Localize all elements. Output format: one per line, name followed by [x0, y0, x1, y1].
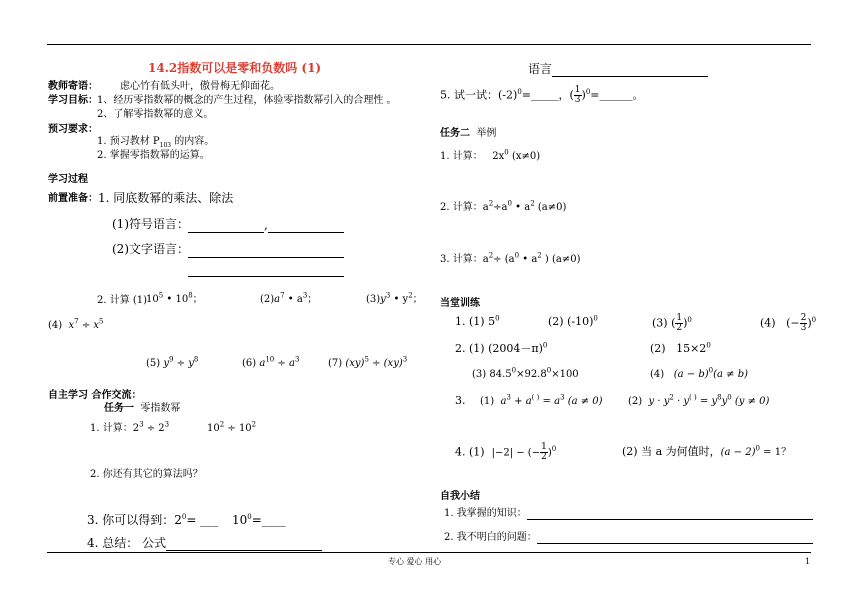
try-2-open: (	[569, 88, 574, 102]
practice-3-1-mid: + a	[510, 396, 532, 407]
word-language-label: (2)文字语言：	[112, 242, 189, 256]
calc2-item-4-num: (4)	[48, 320, 63, 331]
practice-1-4-frac-den: 3	[800, 323, 807, 333]
task1-get-text: 3. 你可以得到：2	[87, 513, 182, 527]
practice-1-4-open: (−	[786, 316, 800, 330]
practice-2-1-text: 2. (1) (2004－π)	[455, 342, 543, 355]
symbol-language-answer[interactable]	[188, 218, 344, 233]
word-language-answer-1[interactable]	[188, 243, 344, 258]
language-label: 语言	[528, 62, 553, 76]
practice-2-3-exp1: 0	[511, 366, 517, 375]
task1-calc-2	[207, 420, 257, 435]
task1-get-2-exp: 0	[247, 513, 252, 521]
practice-1-1-exp: 0	[495, 314, 500, 323]
try-1-exp: 0	[517, 87, 522, 96]
calc2-item-5-base: y	[163, 358, 170, 369]
practice-3-1-exp2: ( )	[531, 393, 540, 402]
symbol-comma: ,	[264, 218, 268, 232]
try-2-num: 1	[574, 85, 581, 95]
practice-2-3-end: ×100	[551, 369, 579, 380]
calc2-item-6-base: a	[259, 358, 266, 369]
practice-2-4-expr: (a − b)	[673, 369, 709, 380]
example-3-mid: ÷ (a	[493, 254, 515, 265]
calc2-item-5-mid: ÷ y	[173, 358, 194, 369]
practice-1-3-close: )	[683, 316, 688, 330]
practice-3-2-mid: · y	[673, 396, 690, 407]
task1-get-2-base: 10	[232, 513, 248, 527]
task1-label: 任务一	[104, 403, 134, 414]
practice-4-1-frac-den: 2	[541, 452, 547, 462]
example-2	[440, 199, 567, 214]
example-1-cond: (x≠0)	[508, 151, 541, 162]
practice-3-1-base: a	[500, 396, 507, 407]
practice-3-2-exp4: 0	[727, 393, 732, 402]
try-2-exp: 0	[585, 87, 591, 96]
task2-heading	[440, 128, 496, 140]
calc2-item-3-end: ；	[412, 294, 423, 305]
task1-calc-2-mid: ÷ 10	[224, 423, 252, 434]
task1-summary-blank[interactable]	[166, 536, 322, 551]
example-2-cond: (a≠0)	[534, 202, 567, 213]
example-1-exp: 0	[504, 148, 509, 157]
calc2-item-4-mid: ÷ x	[78, 320, 100, 331]
example-3-cond: (a≠0)	[548, 254, 581, 265]
practice-4-1-frac-num: 1	[541, 442, 547, 452]
practice-3-label: 3.	[455, 394, 466, 407]
practice-2-4-cond: (a ≠ b)	[713, 369, 748, 380]
practice-1-1-text: 1. (1) 5	[455, 315, 496, 328]
practice-3-2-exp3: 8	[717, 393, 722, 402]
practice-1-2-exp: 0	[593, 314, 598, 323]
practice-3-2-exp2: ( )	[689, 393, 697, 402]
calc2-item-7	[328, 355, 408, 370]
practice-2-4-exp: 0	[708, 366, 714, 375]
practice-3-1-mid2: = a	[539, 396, 561, 407]
preview-label: 预习要求：	[48, 124, 98, 135]
calc2-item-5-exp1: 9	[169, 355, 174, 364]
calc2-item-2-mid: • a	[284, 294, 303, 305]
calc2-item-1-exp1: 5	[158, 291, 164, 300]
goals-label: 学习目标：	[48, 95, 98, 106]
practice-3-2-base: y · y	[648, 396, 670, 407]
task1-title: 零指数幂	[140, 403, 181, 414]
task1-get-2-eq: =____	[251, 513, 286, 527]
calc2-item-3-exp1: 3	[385, 291, 391, 300]
calc2-item-5	[146, 355, 199, 370]
practice-2-2	[650, 343, 711, 356]
calc2-item-1-exp2: 8	[188, 291, 193, 300]
practice-1-2	[548, 316, 598, 329]
try-2-eq: =______。	[590, 88, 644, 102]
calc2-item-7-exp1: 5	[364, 355, 369, 364]
try-2-fraction	[574, 86, 582, 105]
practice-4-1-fraction	[540, 443, 548, 462]
task1-calc-2-exp1: 2	[219, 420, 225, 429]
calc2-item-7-base: (xy)	[345, 358, 365, 369]
language-blank[interactable]	[552, 62, 708, 77]
preview-1	[97, 136, 214, 150]
calc2-item-2-num: (2)	[260, 294, 275, 305]
teacher-message-label: 教师寄语：	[48, 81, 98, 92]
practice-3-2-num: (2)	[628, 396, 643, 407]
example-3	[440, 251, 581, 266]
task1-summary-text: 4. 总结： 公式	[87, 536, 167, 550]
task1-get-2	[232, 514, 286, 528]
practice-3-2-cond: (y ≠ 0)	[731, 396, 770, 407]
calc2-item-1-mid: • 10	[163, 294, 189, 305]
preview-1-text: 1. 预习教材 P	[97, 136, 160, 147]
try-1: (-2)	[498, 88, 518, 102]
practice-2-3	[472, 366, 579, 381]
practice-1-3-fraction	[675, 314, 683, 333]
practice-3-2-mid2: = y	[696, 396, 718, 407]
word-language-answer-2[interactable]	[188, 262, 344, 277]
summary-1	[444, 507, 813, 520]
calc2-item-2-end: ；	[307, 294, 318, 305]
practice-4-1-expr: |−2| − (−	[491, 447, 541, 459]
task1-calc-1-exp2: 3	[164, 420, 170, 429]
practice-1-4-frac-num: 2	[800, 313, 807, 323]
calc2-item-7-mid: ÷ (xy)	[368, 358, 403, 369]
example-2-exp3: 2	[530, 199, 535, 208]
goal-2: 2、了解零指数幂的意义。	[97, 109, 214, 120]
summary-1-blank[interactable]	[527, 507, 813, 520]
self-study-label: 自主学习 合作交流：	[48, 390, 142, 401]
calc2-item-2-base: a	[274, 294, 281, 305]
try-1-eq: =_____，	[521, 88, 570, 102]
task1-calc-2-base: 10	[207, 423, 220, 434]
try-row	[440, 86, 644, 105]
practice-2-3-text: (3) 84.5	[472, 369, 512, 380]
calc2-item-3	[366, 291, 423, 306]
summary-2	[444, 531, 813, 544]
calc2-item-1-end: ；	[192, 294, 203, 305]
footer-page-number: 1	[805, 557, 811, 566]
example-3-mid2: • a	[519, 254, 538, 265]
practice-3-2	[628, 393, 770, 408]
practice-1-4-close: )	[807, 316, 812, 330]
task1-calc-1	[90, 420, 170, 435]
practice-3-1	[480, 393, 603, 408]
example-1	[440, 148, 541, 163]
practice-4-2-text: (2) 当 a 为何值时，	[622, 445, 721, 458]
page-title: 14.2指数可以是零和负数吗 (1)	[148, 61, 322, 75]
calc2-item-1	[146, 291, 203, 306]
summary-2-label: 2. 我不明白的问题：	[444, 532, 537, 543]
practice-2-3-mid: ×92.8	[516, 369, 547, 380]
calc2-item-3-mid: • y	[390, 294, 409, 305]
example-2-label: 2. 计算：	[440, 202, 483, 213]
process-label: 学习过程	[48, 174, 88, 185]
practice-2-2-expr: 15×2	[676, 342, 707, 355]
task1-heading	[104, 403, 180, 415]
practice-1-3	[652, 314, 692, 333]
practice-1-1	[455, 316, 500, 329]
practice-4-1-exp: 0	[551, 444, 557, 453]
example-1-expr: 2x	[492, 151, 505, 162]
task2-title: 举例	[476, 128, 497, 139]
example-3-exp2: 0	[514, 251, 520, 260]
task1-calc-2-exp2: 2	[251, 420, 257, 429]
practice-1-2-text: (2) (-10)	[548, 315, 594, 328]
practice-1-4-num: (4)	[760, 316, 776, 330]
practice-4-2-expr: (a − 2)	[720, 447, 756, 458]
calc2-item-6-num: (6)	[242, 358, 257, 369]
preview-1-tail: 的内容。	[171, 136, 215, 147]
summary-1-label: 1. 我掌握的知识：	[444, 508, 527, 519]
example-2-base: a	[482, 202, 489, 213]
task1-get	[87, 514, 218, 528]
calc2-item-7-num: (7)	[328, 358, 343, 369]
calc2-label: 2. 计算 (1)	[97, 295, 148, 306]
example-3-close: )	[541, 254, 549, 265]
calc2-item-2	[260, 291, 318, 306]
practice-4-1	[455, 443, 556, 462]
calc2-item-6-exp2: 3	[294, 355, 300, 364]
practice-2-3-exp2: 0	[546, 366, 552, 375]
example-1-label: 1. 计算：	[440, 151, 483, 162]
try-2-close: )	[581, 88, 586, 102]
task1-calc-1-mid: ÷ 2	[143, 423, 165, 434]
practice-4-1-close: )	[547, 447, 552, 459]
calc2-item-4-base: x	[68, 320, 75, 331]
example-3-label: 3. 计算：	[440, 254, 483, 265]
practice-2-4-num: (4)	[650, 369, 665, 380]
practice-3-1-exp1: 3	[506, 393, 511, 402]
practice-3-2-mid3: y	[721, 396, 728, 407]
practice-2-1-exp: 0	[542, 341, 548, 350]
summary-label: 自我小结	[440, 491, 480, 502]
practice-3-2-exp1: 2	[669, 393, 674, 402]
example-3-base: a	[482, 254, 489, 265]
practice-3-1-exp3: 3	[560, 393, 565, 402]
example-2-exp2: 0	[507, 199, 512, 208]
summary-2-blank[interactable]	[537, 531, 813, 544]
calc2-item-4-exp1: 7	[74, 317, 79, 326]
language-row	[528, 62, 708, 77]
practice-1-3-den: 2	[676, 323, 683, 333]
goal-1: 1、经历零指数幂的概念的产生过程，体验零指数幂引入的合理性 。	[97, 95, 397, 106]
task1-calc-1-text: 1. 计算：2	[90, 423, 140, 434]
practice-4-2	[622, 446, 791, 459]
symbol-language-label: (1)符号语言：	[112, 217, 189, 231]
calc2-item-2-exp2: 3	[302, 291, 308, 300]
task1-get-eq: = ___	[186, 513, 219, 527]
calc2-item-6-exp1: 10	[265, 355, 275, 364]
task1-summary	[87, 536, 322, 551]
calc2-item-3-num: (3)	[366, 294, 381, 305]
practice-1-3-open: (3) (	[652, 316, 676, 330]
calc2-item-4	[48, 317, 104, 332]
task2-label: 任务二	[440, 128, 470, 139]
practice-1-3-exp: 0	[687, 315, 692, 324]
task1-get-exp: 0	[181, 513, 187, 521]
practice-1-4-exp: 0	[811, 315, 817, 324]
practice-3-1-num: (1)	[480, 396, 495, 407]
teacher-message: 虑心竹有低头叶，傲骨梅无仰面花。	[120, 81, 280, 92]
example-3-exp1: 2	[488, 251, 494, 260]
prep-label: 前置准备：	[48, 193, 98, 204]
try-2-den: 3	[574, 95, 581, 105]
practice-4-2-end: = 1？	[759, 447, 792, 458]
try-label: 5. 试一试：	[440, 88, 498, 102]
footer-motto: 专心 爱心 用心	[388, 557, 442, 566]
calc2-item-2-exp1: 7	[280, 291, 285, 300]
practice-3-1-cond: (a ≠ 0)	[564, 396, 603, 407]
calc2-item-4-exp2: 5	[99, 317, 104, 326]
footer-rule	[47, 552, 811, 553]
preview-2: 2. 掌握零指数幂的运算。	[97, 150, 210, 161]
practice-label: 当堂训练	[440, 298, 480, 309]
practice-2-2-num: (2)	[650, 342, 666, 355]
practice-2-1	[455, 343, 547, 356]
calc2-item-5-exp2: 8	[193, 355, 199, 364]
header-rule	[47, 44, 811, 45]
practice-2-2-exp: 0	[706, 341, 711, 350]
prep-text: 1. 同底数幂的乘法、除法	[98, 191, 234, 205]
calc2-item-3-exp2: 2	[408, 291, 413, 300]
practice-4-1-num: 4. (1)	[455, 445, 485, 459]
practice-1-4	[760, 314, 816, 333]
practice-2-4	[650, 366, 748, 381]
practice-4-2-exp: 0	[755, 444, 760, 453]
example-2-mid2: • a	[511, 202, 531, 213]
example-2-mid: ÷a	[493, 202, 508, 213]
example-2-exp1: 2	[488, 199, 494, 208]
calc2-item-5-num: (5)	[146, 358, 161, 369]
calc2-item-6	[242, 355, 300, 370]
calc2-item-1-base: 10	[146, 294, 159, 305]
practice-1-3-num: 1	[676, 313, 683, 323]
calc2-item-7-exp2: 3	[402, 355, 408, 364]
example-3-exp3: 2	[537, 251, 542, 260]
calc2-item-3-base: y	[380, 294, 386, 305]
preview-1-page: 103	[159, 142, 172, 149]
task1-other-method: 2. 你还有其它的算法吗？	[90, 469, 203, 480]
task1-calc-1-exp1: 3	[139, 420, 144, 429]
calc2-item-6-mid: ÷ a	[274, 358, 295, 369]
